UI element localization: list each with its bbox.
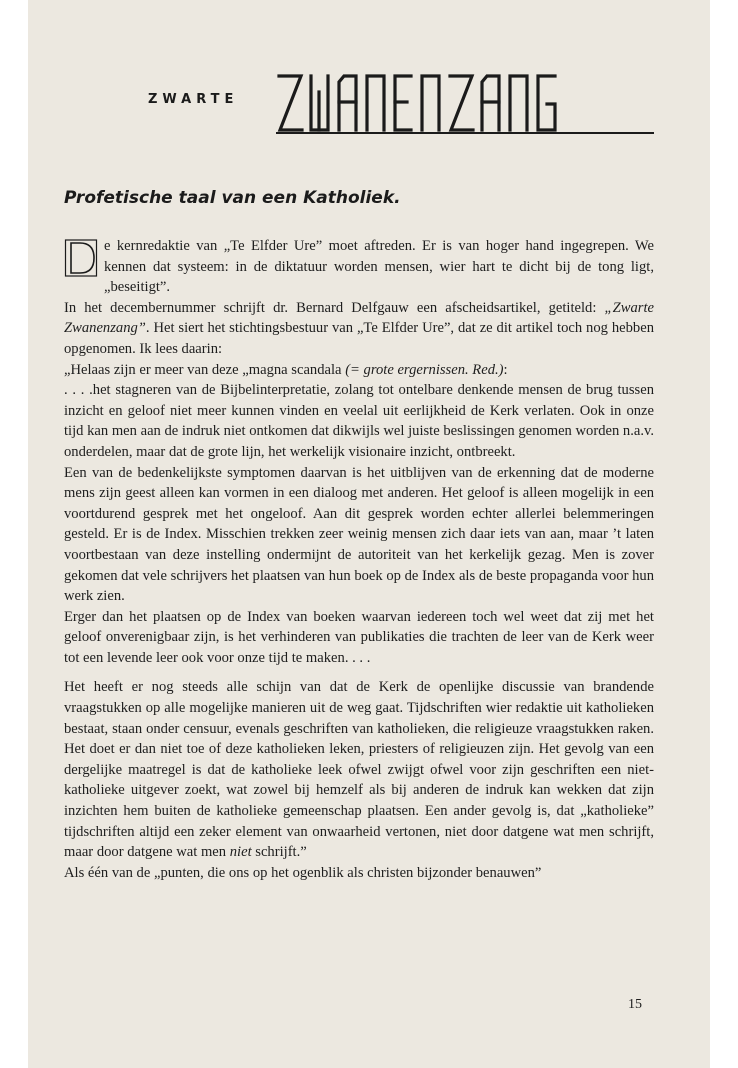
drop-cap-d <box>64 238 98 278</box>
paragraph-3: „Helaas zijn er meer van deze „magna scandala (= grote ergernissen. Red.): <box>64 361 508 378</box>
paragraph-5: Een van de bedenkelijkste symptomen daarvan is het uitblijven van de erkenning dat de moderne mens zijn geest alleen kan vormen in een dialoog met anderen. Het geloof is alleen mogelijk in een voortdurend gesprek met het ongeloof. Aan dit gesprek worden echter allerlei belemmeringen gesteld. Er is de Index. Misschien trekken zeer weinig mensen zich daar iets van aan, maar ’t laten voortbestaan van deze instelling ondermijnt de autoriteit van het kerkelijk gezag. Men is zover gekomen dat vele schrijvers het plaatsen van hun boek op de Index als de beste propaganda voor hun werk zien. <box>64 464 654 605</box>
paragraph-4: . . . .het stagneren van de Bijbelinterpretatie, zolang tot ontelbare denkende mensen de brug tussen inzicht en geloof niet meer kunnen vinden en veelal uit eerlijkheid de Kerk verlaten. Ook in onze tijd kan men aan de indruk niet ontkomen dat dikwijls wel juiste beslissingen genomen worden n.a.v. onderdelen, maar dat de grote lijn, het werkelijk visionaire inzicht, ontbreekt. <box>64 382 654 460</box>
editor-note: (= grote ergernissen. Red.) <box>345 361 504 378</box>
paragraph-8: Als één van de „punten, die ons op het ogenblik als christen bijzonder benauwen” <box>64 864 542 881</box>
header-title-logo <box>276 72 576 134</box>
paragraph-1: e kernredaktie van „Te Elfder Ure” moet aftreden. Er is van hoger hand ingegrepen. We kennen dat systeem: in de diktatuur worden mensen, wier hart te dicht bij de tong ligt, „beseitigt”. <box>64 236 654 298</box>
paragraph-7: Het heeft er nog steeds alle schijn van dat de Kerk de openlijke discussie van brandende vraagstukken op alle mogelijke manieren uit de weg gaat. Tijdschriften wier redaktie uit katholieken bestaat, staan onder censuur, evenals geschriften van katholieken, die religieuze vraagstukken raken. Het doet er dan niet toe of deze katholieken leken, priesters of religieuzen zijn. Het gevolg van een dergelijke maatregel is dat de katholieke leek ofwel zwijgt ofwel voor zijn geschriften een niet-katholieke uitgever zoekt, wat zowel bij hemzelf als bij anderen de indruk kan wekken dat zijn inzichten hem buiten de katholieke gemeenschap plaatsen. Een ander gevolg is, dat „katholieke” tijdschriften altijd een zeker element van onwaarheid vertonen, niet door datgene wat men schrijft, maar door datgene wat men niet schrijft.” <box>64 679 654 861</box>
page <box>28 0 710 1068</box>
article-heading: Profetische taal van een Katholiek. <box>64 188 401 208</box>
paragraph-6: Erger dan het plaatsen op de Index van boeken waarvan iedereen toch wel weet dat zij met het geloof onverenigbaar zijn, is het verhinderen van publikaties die trachten de leer van de Kerk weer tot een levende leer ook voor onze tijd te maken. . . . <box>64 608 654 666</box>
article-quoted-title: „Zwarte Zwanenzang” <box>64 299 654 337</box>
page-number: 15 <box>628 997 642 1012</box>
header-kicker: ZWARTE <box>148 92 239 107</box>
paragraph-2: In het decembernummer schrijft dr. Bernard Delfgauw een afscheidsartikel, getiteld: „Zwarte Zwanenzang”. Het siert het stichtingsbestuur van „Te Elfder Ure”, dat ze dit artikel toch nog hebben opgenomen. Ik lees daarin: <box>64 299 654 357</box>
emphasis-niet: niet <box>229 844 252 861</box>
article-body <box>64 236 654 883</box>
header <box>28 60 710 140</box>
header-rule <box>276 132 654 134</box>
